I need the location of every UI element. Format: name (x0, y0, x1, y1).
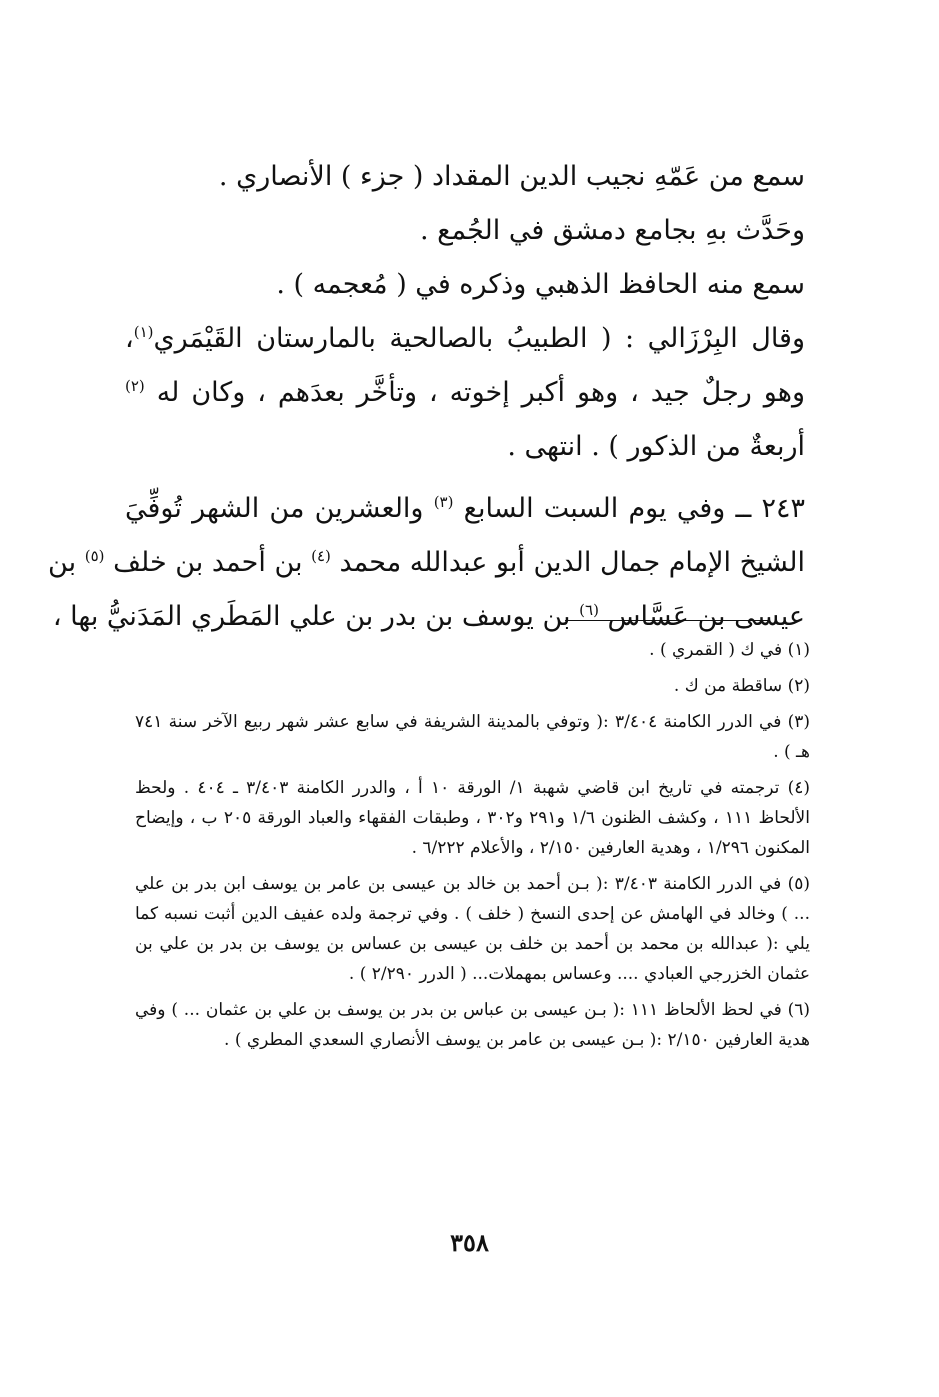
footnotes (135, 635, 810, 1061)
footnote-ref-2: (٢) (125, 377, 145, 395)
main-line-5-text: وهو رجلٌ جيد ، وهو أكبر إخوته ، وتأخَّر بعدَهم ، وكان له (156, 377, 805, 408)
footnote-3: (٣) في الدرر الكامنة ٣/٤٠٤ :( وتوفي بالمدينة الشريفة في سابع عشر شهر ربيع الآخر سنة ٧٤١ هـ ) . (135, 712, 810, 762)
main-text (48, 150, 806, 644)
main-line-8-text-b: بن أحمد بن خلف (113, 547, 303, 578)
main-line-2 (125, 204, 805, 258)
main-line-7-text-b: والعشرين من الشهر تُوفِّيَ (125, 493, 424, 524)
footnote-ref-4: (٤) (311, 547, 331, 565)
main-line-3-text: سمع منه الحافظ الذهبي وذكره في ( مُعجمه ) . (276, 269, 805, 300)
page-number: ٣٥٨ (450, 1228, 489, 1257)
entry-gap (125, 474, 805, 482)
main-line-1-text: سمع من عَمّهِ نجيب الدين المقداد ( جزء ) الأنصاري . (218, 161, 805, 192)
main-line-2-text: وحَدَّث بهِ بجامع دمشق في الجُمع . (419, 215, 805, 246)
main-line-7-text-a: ٢٤٣ ــ وفي يوم السبت السابع (463, 493, 806, 524)
main-line-9-text-a: عيسى بن عَسَّاس (607, 601, 805, 632)
main-line-9-text-b: بن يوسف بن بدر بن علي المَطَري المَدَنيُّ بها ، (52, 601, 571, 632)
footnote-separator (565, 620, 770, 621)
main-line-3 (125, 258, 805, 312)
footnote-ref-6: (٦) (579, 601, 599, 619)
main-line-5 (125, 366, 805, 420)
main-line-4-comma: ، (125, 323, 134, 354)
footnote-6: (٦) في لحظ الألحاظ ١١١ :( بـن عيسى بن عباس بن بدر بن يوسف بن علي بن عثمان ... ) وفي هدية العارفين ٢/١٥٠ :( بـن عيسى بن عامر بن يوسف الأنصاري السعدي المطري ) . (135, 1000, 810, 1050)
main-line-4-text: وقال البِرْزَالي : ( الطبيبُ بالصالحية بالمارستان القَيْمَري (153, 323, 805, 354)
main-line-6 (125, 420, 805, 474)
main-line-1 (125, 150, 805, 204)
footnote-ref-1: (١) (133, 323, 154, 341)
footnote-5: (٥) في الدرر الكامنة ٣/٤٠٣ :( بـن أحمد بن خالد بن عيسى بن عامر بن يوسف ابن بدر بن علي ... ) وخالد في الهامش عن إحدى النسخ ( خلف ) . وفي ترجمة ولده عفيف الدين أثبت نسبه كما يلي :( عبدالله بن محمد بن أحمد بن خلف بن عيسى بن عساس بن يوسف بن بدر بن علي بن عثمان الخزرجي العبادي .... وعساس بمهملات... ( الدرر ٢/٢٩٠ ) . (135, 874, 811, 984)
footnote-1: (١) في ك ( القمري ) . (649, 640, 810, 660)
footnote-ref-3: (٣) (433, 493, 454, 511)
main-line-6-text: أربعةٌ من الذكور ) . انتهى . (507, 431, 805, 462)
footnote-2: (٢) ساقطة من ك . (673, 676, 810, 696)
footnote-ref-5: (٥) (84, 547, 105, 565)
main-line-4 (125, 312, 805, 366)
main-line-8 (48, 536, 805, 590)
footnote-4: (٤) ترجمته في تاريخ ابن قاضي شهبة ١/ الورقة ١٠ أ ، والدرر الكامنة ٣/٤٠٣ ـ ٤٠٤ . ولحظ الألحاظ ١١١ ، وكشف الظنون ١/٦ و٢٩١ و٣٠٢ ، وطبقات الفقهاء والعباد الورقة ٢٠٥ ب ، وإيضاح المكنون ١/٢٩٦ ، وهدية العارفين ٢/١٥٠ ، والأعلام ٦/٢٢٢ . (135, 778, 810, 858)
main-line-7 (125, 482, 805, 536)
main-line-8-text-c: بن (48, 547, 77, 578)
main-line-8-text-a: الشيخ الإمام جمال الدين أبو عبدالله محمد (339, 547, 805, 578)
